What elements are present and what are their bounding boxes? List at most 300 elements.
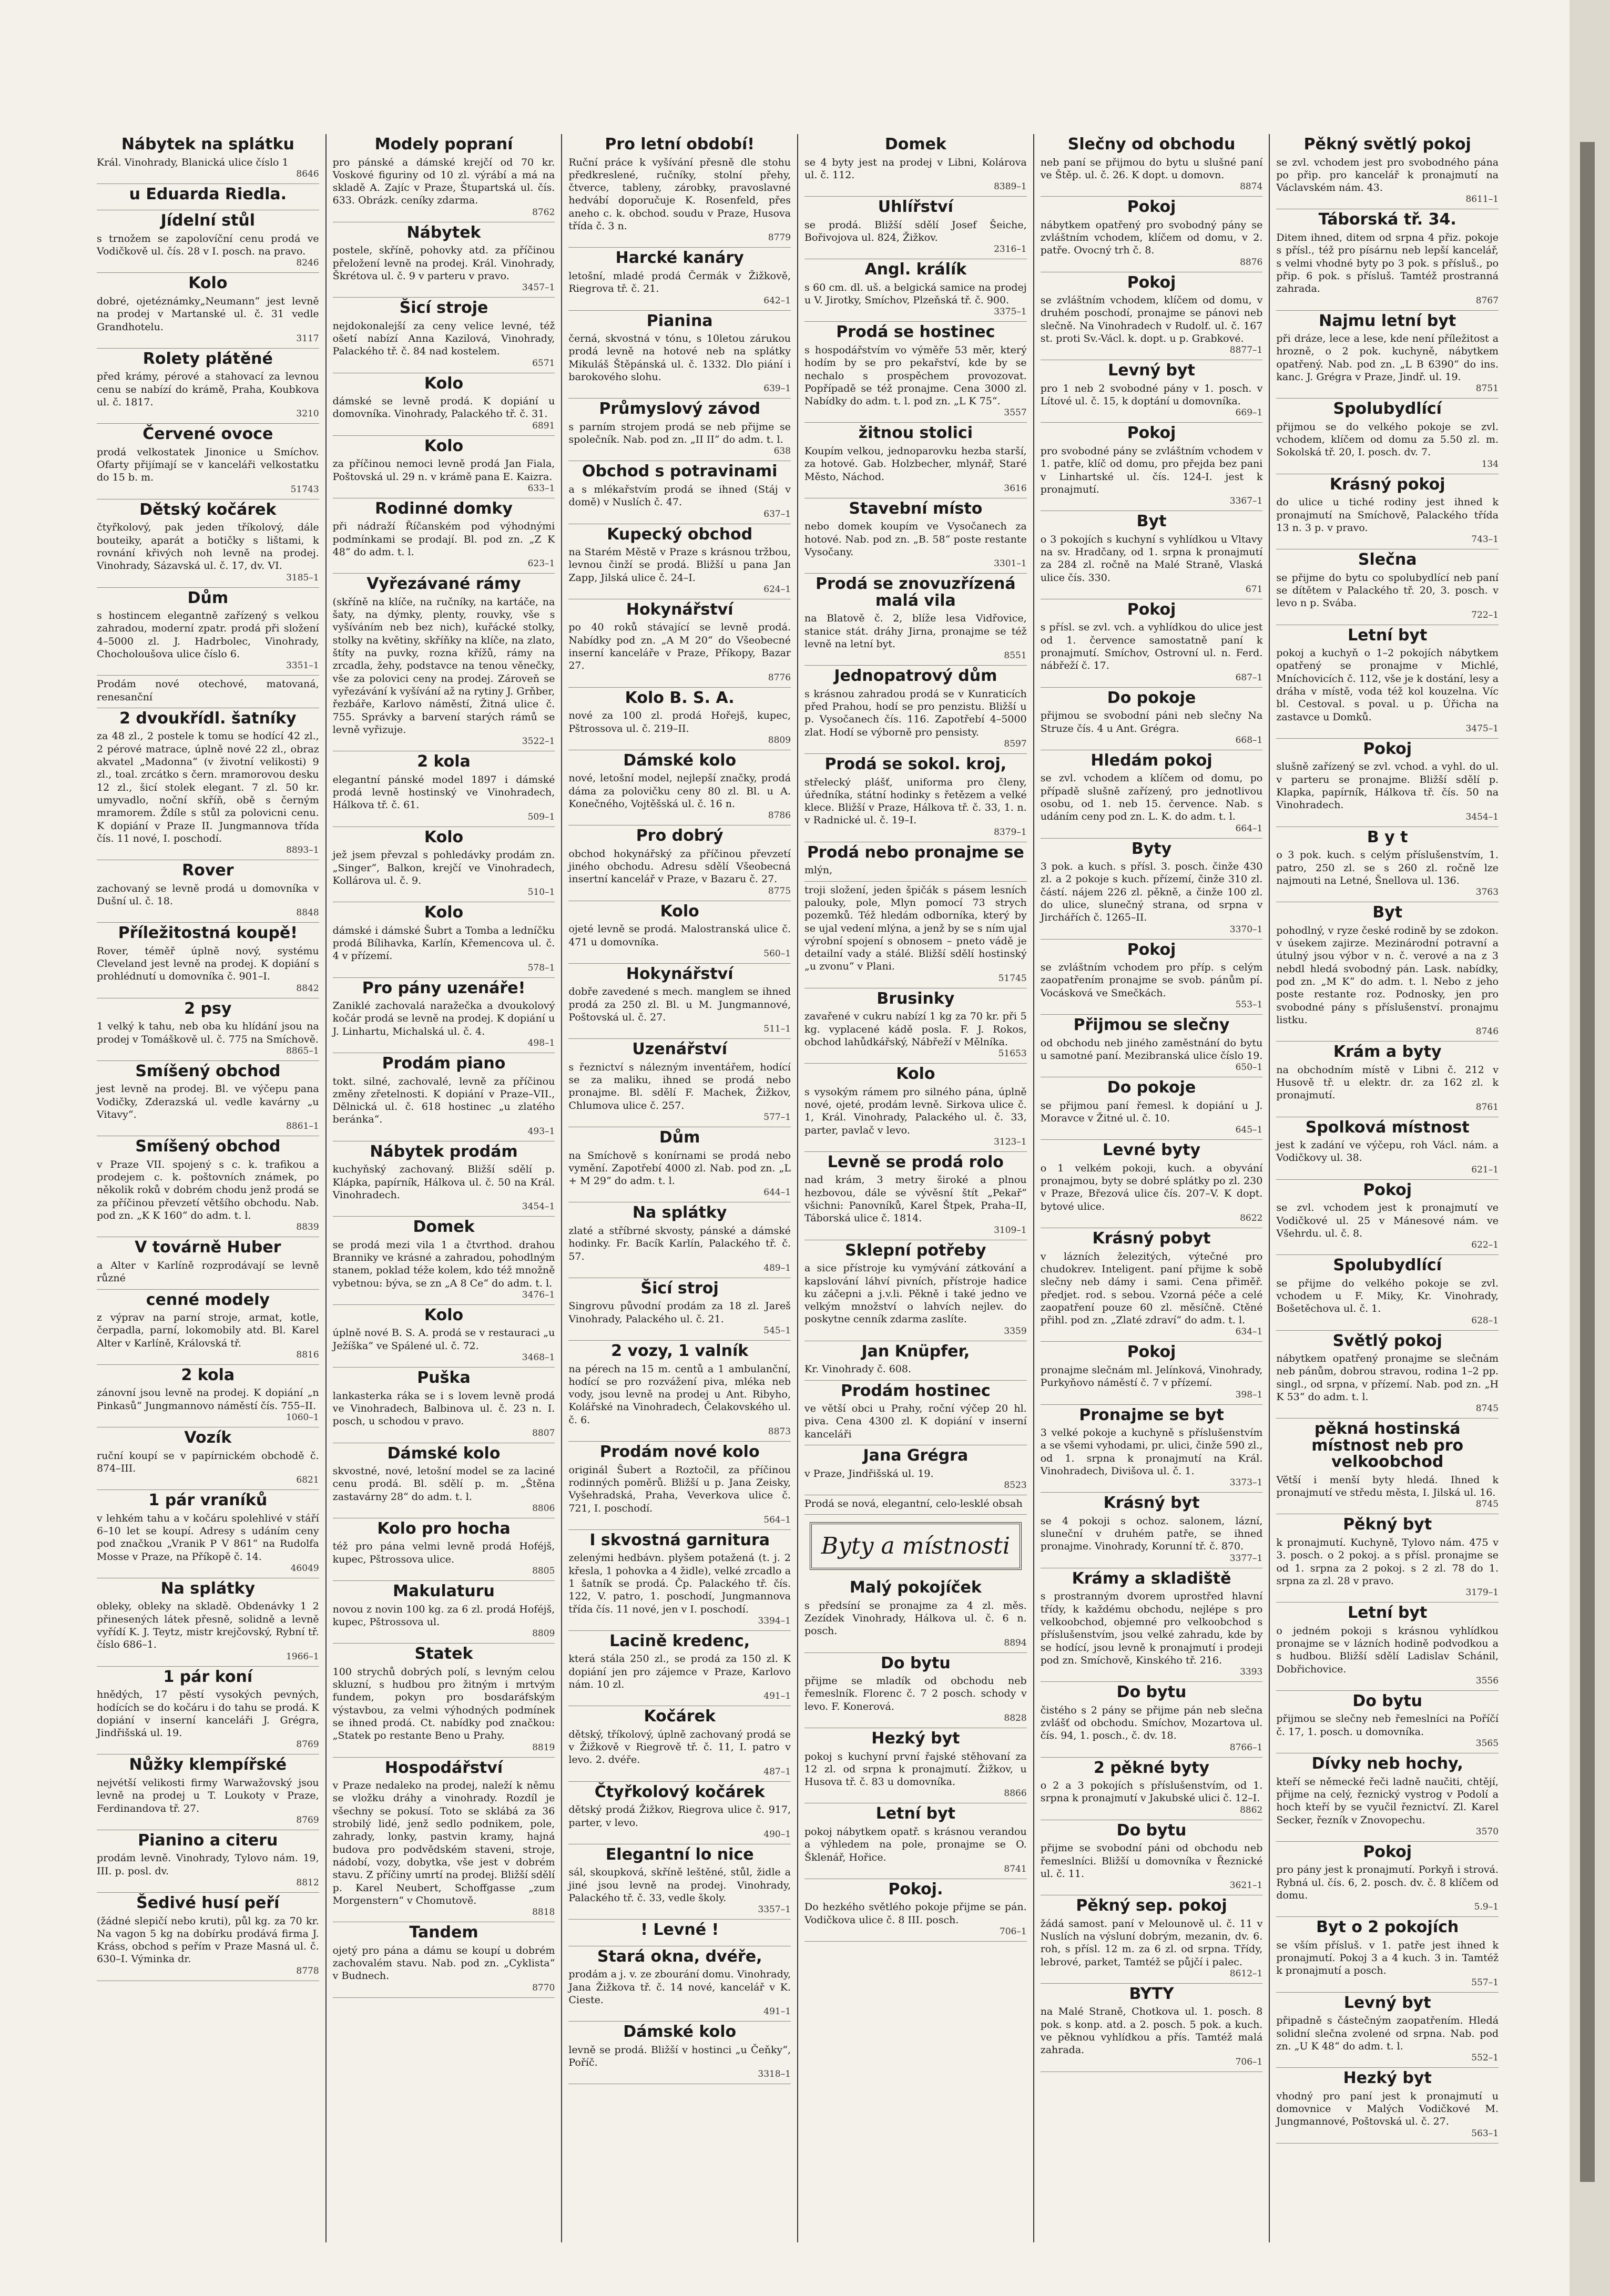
classified-ad [804, 574, 1027, 666]
ad-code: 491–1 [763, 1691, 791, 1702]
ad-code: 722–1 [1471, 609, 1499, 620]
classified-ad [804, 423, 1027, 498]
ad-heading: Šicí stroj [640, 1279, 719, 1298]
classified-ad [804, 988, 1027, 1064]
classified-ad [804, 1445, 1027, 1495]
ad-text: kteří se německé řeči ladně naučiti, chtějí, přijme na celý, řeznický vystrog v Podolí a hoch kteří by se vyučil řeznictví. Zl. Karel Secker, řezník v Znovopechu. [1276, 1775, 1499, 1826]
classified-ad [568, 1442, 791, 1530]
ad-heading: Na splátky [160, 1579, 256, 1598]
ad-code: 563–1 [1471, 2128, 1499, 2139]
ad-text: při nádraží Říčanském pod výhodnými podmínkami se prodají. Bl. pod zn. „Z K 48“ do adm. t. l. [332, 521, 555, 558]
ad-code: 3476–1 [522, 1289, 555, 1300]
ad-text: Ditem ihned, ditem od srpna 4 přiz. pokoje s přísl., též pro písárnu neb lepší kancelář, s velmi vhodné byty po 3 pok. s přísluš., po přip. 6 pok. s přísluš. Tamtéž prostranná zahrada. [1276, 231, 1499, 295]
ad-text: za příčinou nemoci levně prodá Jan Fiala, Poštovská ul. 29 n. v krámě pana E. Kaizra. [332, 458, 555, 483]
ad-heading: 2 pěkné byty [1093, 1758, 1210, 1777]
ad-heading: Dům [187, 588, 229, 607]
ad-code: 3457–1 [522, 282, 555, 293]
ad-text: se zvl. vchodem jest k pronajmutí ve Vodičkové ul. 25 v Mánesové nám. ve Všehrdu. ul. č. 8. [1276, 1202, 1499, 1239]
classified-ad [568, 1341, 791, 1442]
ad-code: 8767 [1475, 295, 1499, 306]
ad-text: která stála 250 zl., se prodá za 150 zl. K dopiání jen pro zájemce v Praze, Karlovo nám. 10 zl. [568, 1653, 791, 1690]
ad-text: jest k zadání ve výčepu, roh Václ. nám. a Vodičkovy ul. 38. [1276, 1139, 1499, 1164]
ad-heading: žitnou stolici [858, 424, 973, 443]
classified-ad [333, 373, 555, 436]
classified-ad [1041, 940, 1263, 1015]
classified-ad [1041, 839, 1263, 940]
ad-text: prodám levně. Vinohrady, Tylovo nám. 19, III. p. posl. dv. [97, 1852, 319, 1877]
classified-ad [804, 1577, 1027, 1652]
ad-heading: Spolubydlící [1333, 400, 1442, 419]
classified-ad [333, 1581, 555, 1644]
ad-heading: Obchod s potravinami [582, 462, 778, 481]
ad-heading: Hledám pokoj [1091, 751, 1212, 770]
ad-heading: Letní byt [875, 1804, 955, 1823]
classified-ad [804, 1803, 1027, 1879]
ad-heading: Vozík [184, 1428, 232, 1447]
classified-ad [333, 902, 555, 977]
ad-heading: Krám a byty [1333, 1043, 1442, 1062]
column-4 [798, 134, 1034, 2242]
ad-heading: 2 dvoukřídl. šatníky [119, 709, 297, 728]
ad-text: originál Šubert a Roztočil, za příčinou rodinných poměrů. Bližší u p. Jana Zeisky, Vyšehradská, Praha, Veverkova ulice č. 721, I. poschodí. [568, 1464, 791, 1514]
ad-text: na Malé Straně, Chotkova ul. 1. posch. 8 pok. s konp. atd. a 2. posch. 5 pok. a kuch. ve pěknou vyhlídkou a přís. Tamtéž malá zahrada. [1040, 2006, 1263, 2056]
ad-text: nové, letošní model, nejlepší značky, prodá dáma za polovičku ceny 80 zl. Bl. u A. Konečného, Vojtěšská ul. č. 16 n. [568, 772, 791, 810]
ad-code: 3318–1 [758, 2069, 791, 2080]
classified-ad [97, 1427, 319, 1490]
ad-text: s řeznictví s nálezným inventářem, hodící se za maliku, ihned se prodá nebo pronajme. Bl. sdělí F. Machek, Žižkov, Chlumova ulice č. 257. [568, 1061, 791, 1111]
ad-heading: Modely popraní [374, 135, 513, 154]
ad-heading: u Eduarda Riedla. [129, 185, 287, 203]
ad-code: 8745 [1475, 1499, 1499, 1510]
ad-text: Ruční práce k vyšívání přesně dle stohu předkreslené, ručníky, stolní přehy, čtverce, tableny, zárobky, pravoslavné hedvábí doporučuje K. Rosenfeld, přes aneho c. k. obchod. soudu v Praze, Husova třída č. 3 n. [568, 156, 791, 232]
column-1 [90, 134, 327, 2242]
ad-heading: Hokynářství [626, 964, 733, 983]
ad-text: vhodný pro paní jest k pronajmutí u domovnice v Malých Vodičkové M. Jungmannové, Poštovská ul. č. 27. [1276, 2090, 1499, 2128]
classified-ad [333, 1368, 555, 1443]
ad-heading: Jídelní stůl [160, 211, 256, 230]
classified-ad [568, 461, 791, 524]
ad-text: dobře zavedené s mech. manglem se ihned prodá za 250 zl. Bl. u M. Jungmannové, Poštovská ul. č. 27. [568, 986, 791, 1023]
ad-text: a Alter v Karlíně rozprodávají se levně různé [97, 1259, 319, 1284]
ad-heading: Do bytu [881, 1654, 951, 1672]
ad-text: s vysokým rámem pro silného pána, úplně nové, ojeté, prodám levně. Sirkova ulice č. 1, Král. Vinohrady, Palackého ul. č. 33, parter, pavlač v levo. [804, 1086, 1027, 1136]
ad-heading: Kolo [424, 374, 464, 393]
ad-heading: Rodinné domky [375, 499, 513, 518]
ad-text: slušně zařízený se zvl. vchod. a vyhl. do ul. v parteru se pronajme. Bližší sdělí p. Klapka, papírník, Hálkova tř. čís. 50 na Vinohradech. [1276, 761, 1499, 811]
ad-heading: Pokoj [1127, 198, 1176, 217]
ad-text: čtyřkolový, pak jeden tříkolový, dále bouteiky, aparát a botičky s lištami, k rovnání křivých noh levně na prodej. Vinohrady, Sázavská ul. č. 17, dv. VI. [97, 522, 319, 572]
classified-ad [568, 311, 791, 399]
ad-text: se prodá. Bližší sdělí Josef Šeiche, Bořivojova ul. 824, Žižkov. [804, 219, 1027, 243]
ad-text: se přijme do bytu co spolubydlící neb paní se dítětem v Palackého tř. 20, 3. posch. v levo n p. Svába. [1276, 572, 1499, 609]
ad-text: obleky, obleky na skladě. Obdenávky 1 2 přinesených látek přesně, solidně a levně vyřídí K. J. Teytz, mistr krejčovský, Rybní tř. číslo 686–1. [97, 1600, 319, 1651]
ad-text: jest levně na prodej. Bl. ve výčepu pana Vodičky, Zderazská ul. vedle kavárny „u Vitavy“. [97, 1083, 319, 1120]
ad-code: 8612–1 [1229, 1968, 1263, 1979]
classified-ad [804, 1064, 1027, 1152]
ad-heading: Spolubydlící [1333, 1256, 1442, 1275]
ad-heading: Pokoj [1127, 273, 1176, 292]
ad-text: ojeté levně se prodá. Malostranská ulice č. 471 u domovníka. [568, 923, 791, 948]
classified-ad [1041, 1568, 1263, 1682]
ad-code: 8611–1 [1465, 194, 1499, 205]
classified-ad [97, 1830, 319, 1893]
ad-code: 8818 [532, 1907, 555, 1918]
ad-text: sál, skoupková, skříně leštěné, stůl, židle a jiné jsou levně na prodej. Vinohrady, Palackého tř. č. 33, vedle školy. [568, 1866, 791, 1904]
ad-text: nad krám, 3 metry široké a plnou hezbovou, dále se vývěsní štít „Pekař“ všichni: Panovníků, Karel Štpek, Praha–II, Táborská ulice č. 1814. [804, 1174, 1027, 1224]
ad-heading: B y t [1367, 828, 1408, 846]
ad-code: 8551 [1004, 650, 1027, 661]
ad-heading: Byt [1136, 512, 1167, 531]
classified-ad [1276, 2068, 1499, 2143]
ad-code: 511–1 [763, 1024, 791, 1035]
ad-heading: Pokoj [1363, 1842, 1412, 1861]
ad-text: ve větší obci u Prahy, roční výčep 20 hl. piva. Cena 4300 zl. K dopiání v inserní kanceláři [804, 1403, 1027, 1440]
ad-code: 3557 [1004, 407, 1027, 419]
ad-text: po 40 roků stávající se levně prodá. Nabídky pod zn. „A M 20“ do Všeobecné inserní kanceláře v Praze, Příkopy, Bazar 27. [568, 621, 791, 672]
ad-code: 8819 [532, 1742, 555, 1753]
ad-heading: Do bytu [1116, 1821, 1187, 1840]
ad-heading: Pokoj [1127, 424, 1176, 443]
ad-heading: Pokoj [1363, 1180, 1412, 1199]
ad-text: a sice přístroje ku vymývání zátkování a kapslování láhví pivních, přístroje hadice ku záčepni a j.v.li. Pěkně i také jedno ve velkým množství o lahvích nejlev. do poskytne cenník zdarma zaslíte. [804, 1262, 1027, 1325]
ad-heading: Byty [1131, 839, 1172, 858]
ad-text: nábytkem opatřený pronajme se slečnám neb pánům, dobrou stravou, rodina 1–2 pp. singl., od srpna, v přízemí. Nab. pod zn. „H K 53“ do adm. t. l. [1276, 1353, 1499, 1403]
classified-ad [1041, 134, 1263, 197]
ad-text: dámské se levně prodá. K dopiání u domovníka. Vinohrady, Palackého tř. č. 31. [332, 395, 555, 420]
ad-code: 8389–1 [994, 181, 1027, 192]
classified-ad [97, 1290, 319, 1365]
classified-ad [1041, 688, 1263, 750]
classified-ad [97, 1136, 319, 1237]
ad-heading: Pokoj [1363, 739, 1412, 758]
ad-text: neb paní se přijmou do bytu u slušné paní ve Štěp. ul. č. 26. K dopt. u domovn. [1040, 156, 1263, 181]
ad-code: 8865–1 [286, 1045, 319, 1056]
ad-code: 3210 [296, 409, 319, 420]
classified-ad [333, 134, 555, 222]
ad-heading: Krásný pokoj [1329, 475, 1445, 494]
ad-heading: Červené ovoce [142, 425, 273, 444]
ad-text: o jedném pokoji s krásnou vyhlídkou pronajme se v lázních hodině podvodkou a s hudbou. Bližší sdělí Ladislav Schánil, Dobřichovice. [1276, 1625, 1499, 1675]
classified-ad [333, 1443, 555, 1518]
classified-ad [97, 1490, 319, 1578]
ad-text: nejvétší velikosti firmy Warwažovský jsou levně na prodej u T. Loukoty v Praze, Ferdinandova tř. 27. [97, 1777, 319, 1814]
ad-heading: Kupecký obchod [607, 525, 753, 544]
column-3 [562, 134, 798, 2242]
ad-heading: Letní byt [1348, 626, 1428, 645]
ad-heading: Dětský kočárek [139, 500, 277, 519]
ad-code: 6891 [532, 420, 555, 431]
ad-code: 3394–1 [758, 1615, 791, 1626]
classified-ad [568, 1530, 791, 1631]
ad-code: 1060–1 [286, 1412, 319, 1423]
classified-ad [1276, 1603, 1499, 1691]
ad-text: Koupím velkou, jednoparovku hezba starší, za hotové. Gab. Holzbecher, mlynář, Staré Město, Náchod. [804, 445, 1027, 483]
ad-code: 3123–1 [994, 1136, 1027, 1147]
ad-heading: Smíšený obchod [135, 1062, 281, 1080]
ad-code: 706–1 [1235, 2056, 1263, 2067]
ad-heading: Příležitostná koupě! [118, 924, 298, 943]
classified-ad [568, 901, 791, 964]
newspaper-page [90, 134, 1505, 2242]
ad-text: připadně s částečným zaopatřením. Hledá solidní slečna zvolené od srpna. Nab. pod zn. „U K 48“ do adm. t. l. [1276, 2015, 1499, 2052]
ad-text: se zvláštním vchodem, klíčem od domu, v druhém poschodí, pronajme se pánovi neb slečně. Na Vinohradech v Rudolf. ul. č. 167 st. proti Sv.-Václ. k. dopt. u p. Grabkové. [1040, 294, 1263, 344]
ad-heading: Jednopatrový dům [834, 667, 997, 686]
ad-heading: Spolková místnost [1305, 1118, 1470, 1137]
ad-text: s hospodářstvím vo výměře 53 měr, který hodím by se pro pekařství, kde by se nechalo s prospěchem provozovat. Popřípadě se též pronajme. Cena 3000 zl. Nabídky do adm. t. l. pod zn. „L K 75“. [804, 344, 1027, 407]
ad-code: 671 [1245, 584, 1263, 595]
ad-heading: Nůžky klempířské [129, 1756, 287, 1774]
ad-text: Kr. Vinohrady č. 608. [804, 1363, 912, 1375]
classified-ad [1041, 1984, 1263, 2072]
ad-text: pro 1 neb 2 svobodné pány v 1. posch. v Lítové ul. č. 15, k doptání u domovníka. [1040, 382, 1263, 407]
classified-ad [333, 222, 555, 298]
classified-ad [1276, 1042, 1499, 1117]
classified-ad [1276, 1691, 1499, 1753]
ad-heading: Lacině kredenc, [609, 1631, 750, 1650]
ad-heading: Nábytek na splátku [121, 135, 294, 154]
ad-heading: Smíšený obchod [135, 1137, 281, 1156]
ad-code: 8828 [1004, 1713, 1027, 1723]
ad-heading: Makulaturu [393, 1582, 495, 1601]
classified-ad [1041, 599, 1263, 688]
classified-ad [333, 1217, 555, 1305]
classified-ad [1276, 1514, 1499, 1603]
ad-heading: V továrně Huber [135, 1238, 281, 1257]
ad-heading: Kolo [188, 274, 228, 293]
ad-text: též pro pána velmi levně prodá Hoféjš, kupec, Pštrossova ulice. [332, 1540, 555, 1565]
classified-ad [804, 1728, 1027, 1803]
classified-ad [568, 1920, 791, 1946]
classified-ad [1276, 549, 1499, 625]
ad-text: nové za 100 zl. prodá Hořejš, kupec, Pštrossova ul. č. 219–II. [568, 710, 791, 734]
ad-heading: Pokoj [1127, 940, 1176, 959]
classified-ad [97, 184, 319, 211]
ad-code: 491–1 [763, 2006, 791, 2017]
classified-ad [97, 349, 319, 424]
ad-heading: Rover [182, 861, 234, 880]
classified-ad [1276, 1917, 1499, 1992]
classified-ad [333, 498, 555, 574]
ad-code: 8622 [1240, 1213, 1263, 1224]
ad-code: 8809 [532, 1628, 555, 1639]
column-2 [327, 134, 563, 2242]
ad-code: 3351–1 [286, 660, 319, 671]
classified-ad [97, 1754, 319, 1830]
ad-text: ojetý pro pána a dámu se koupí u dobrém zachovalém stavu. Nab. pod zn. „Cyklista“ v Budnech. [332, 1944, 555, 1982]
ad-text: se zvl. vchodem a klíčem od domu, po případě slušně zařízený, pro jednotlivou osobu, od 1. neb 15. července. Nab. s udáním ceny pod zn. L. K. do adm. t. l. [1040, 772, 1263, 823]
ad-text: přijme se svobodní páni od obchodu neb řemeslníci. Bližší u domovníka v Řeznické ul. č. 11. [1040, 1842, 1263, 1880]
ad-heading: Dámské kolo [623, 751, 737, 770]
classified-ad [804, 322, 1027, 423]
ad-heading: 2 kola [181, 1365, 235, 1384]
classified-ad [568, 964, 791, 1039]
ad-heading: Harcké kanáry [615, 249, 744, 268]
ad-code: 8751 [1475, 383, 1499, 394]
ad-code: 3357–1 [758, 1904, 791, 1915]
classified-ad [804, 1152, 1027, 1240]
ad-text: s parním strojem prodá se neb přijme se společník. Nab. pod zn. „II II“ do adm. t. l. [568, 421, 791, 446]
ad-text: čistého s 2 pány se přijme pán neb slečna zvlášť od obchodu. Smíchov, Mozartova ul. čís. 94, 1. posch., č. dv. 18. [1040, 1704, 1263, 1742]
ad-heading: cenné modely [146, 1290, 270, 1309]
ad-text: z výprav na parní stroje, armat, kotle, čerpadla, parní, lokomobily atd. Bl. Karel Alter v Karlíně, Královská tř. [97, 1312, 319, 1349]
ad-heading: Pokoj. [888, 1880, 943, 1899]
ad-heading: Slečna [1358, 550, 1417, 569]
classified-ad [804, 842, 1027, 882]
ad-text: v Praze nedaleko na prodej, naleží k němu se vložku dráhy a vinohrady. Rozdíl je všechny se pokusí. Toto se sklábá za 36 strobilý lidé, jenž sedlo podnikem, pole, zahrady, lonky, pastvin kramy, hajná budova pro podvědském staveni, stroje, nádobí, vozy, dobytka, vše jest v dobrém stavu. Z příčiny umrtí na prodej. Bližší sdělí p. Karel Neubert, Schoffgasse „zum Morgenstern“ v Chomutově. [332, 1780, 555, 1906]
ad-code: 621–1 [1471, 1164, 1499, 1175]
ad-text: přijmou se slečny neb řemeslníci na Poříčí č. 17, 1. posch. u domovníka. [1276, 1713, 1499, 1738]
ad-heading: Kolo [896, 1065, 935, 1084]
classified-ad [97, 1365, 319, 1427]
classified-ad [1276, 1419, 1499, 1514]
ad-text: pokoj a kuchyň o 1–2 pokojích nábytkem opatřený se pronajme v Michlé, Mníchovicích č. 112, vše je k dostání, lesy a dráha v místě, voda též kol kouzelna. Víc bl. Cestoval. s poval. u p. Úřicha na zastavce u Domků. [1276, 647, 1499, 723]
ad-text: dětský, tříkolový, úplně zachovaný prodá se v Žižkově v Riegrově tř. č. 11, I. patro v levo. 2. dvéře. [568, 1728, 791, 1766]
ad-code: 545–1 [763, 1325, 791, 1336]
classified-ad [1276, 474, 1499, 549]
ad-heading: Kolo [424, 1305, 464, 1324]
classified-ad [1276, 1331, 1499, 1419]
classified-ad [333, 827, 555, 902]
ad-text: dámské i dámské Šubrt a Tomba a ledníčku prodá Bílihavka, Karlín, Křemencova ul. č. 4 v přízemí. [332, 924, 555, 962]
ad-heading: Tandem [409, 1923, 478, 1942]
ad-code: 553–1 [1235, 999, 1263, 1011]
ad-text: se přijmou paní řemesl. k dopiání u J. Moravce v Žitné ul. č. 10. [1040, 1099, 1263, 1124]
ad-code: 3377–1 [1229, 1553, 1263, 1564]
ad-heading: Hokynářství [626, 600, 733, 619]
ad-heading: Krásný pobyt [1092, 1229, 1211, 1248]
ad-heading: Pokoj [1127, 600, 1176, 619]
classified-ad [97, 860, 319, 923]
ad-heading: Pěkný sep. pokoj [1076, 1896, 1227, 1915]
ad-code: 8786 [768, 810, 791, 821]
ad-text: od obchodu neb jiného zaměstnání do bytu u samotné paní. Mezibranská ulice číslo 19. [1040, 1037, 1263, 1062]
classified-ad [804, 1495, 1027, 1515]
ad-code: 1966–1 [286, 1651, 319, 1662]
classified-ad [804, 134, 1027, 197]
ad-heading: Kolo [424, 436, 464, 455]
ad-code: 3185–1 [286, 572, 319, 583]
binding-margin-mark [1580, 142, 1595, 2182]
ad-text: Zaniklé zachovalá naražečka a dvoukolový kočár prodá se levně na prodej. K dopiání u J. Linhartu, Michalská ul. č. 4. [332, 1000, 555, 1037]
ad-code: 628–1 [1471, 1315, 1499, 1326]
ad-heading: Pianino a citeru [138, 1831, 278, 1850]
ad-text: hnědých, 17 pěstí vysokých pevných, hodících se do kočáru i do tahu se prodá. K dopiání v inserní kanceláři J. Grégra, Jindřišská ul. 19. [97, 1689, 319, 1739]
ad-code: 8746 [1475, 1026, 1499, 1037]
classified-ad [97, 134, 319, 184]
ad-heading: Světlý pokoj [1332, 1331, 1442, 1350]
ad-text: pro svobodné pány se zvláštním vchodem v 1. patře, klíč od domu, pro přejda bez pani v Linhartské ul. čís. 124-I. jest k pronajmutí. [1040, 445, 1263, 495]
ad-heading: Přijmou se slečny [1073, 1016, 1230, 1035]
classified-ad [333, 1758, 555, 1923]
ad-code: 8807 [532, 1427, 555, 1438]
ad-code: 3616 [1004, 483, 1027, 494]
ad-code: 8769 [296, 1739, 319, 1750]
ad-code: 3301–1 [994, 558, 1027, 569]
ad-code: 8646 [296, 168, 319, 179]
classified-ad [333, 436, 555, 498]
classified-ad [1041, 1493, 1263, 1568]
ad-heading: Hezký byt [1343, 2069, 1432, 2088]
classified-ad [804, 1879, 1027, 1942]
ad-code: 622–1 [1471, 1240, 1499, 1251]
ad-text: při dráze, lece a lese, kde není příležitost a hrozně, o 2 pok. kuchyně, nábytkem opatřený. Nab. pod zn. „L B 6390“ do ins. kanc. J. Grégra v Praze, Jindř. ul. 19. [1276, 333, 1499, 383]
ad-text: nábytkem opatřený pro svobodný pány se zvláštním vchodem, klíčem od domu, v 2. patře. Ovocný trh č. 8. [1040, 219, 1263, 257]
ad-text: na Starém Městě v Praze s krásnou tržbou, levnou činží se prodá. Bližší u pana Jan Zapp, Jilská ulice č. 24–I. [568, 546, 791, 584]
ad-code: 8597 [1004, 739, 1027, 749]
ad-text: o 1 velkém pokoji, kuch. a obyvání pronajmou, byty se dobré splátky po zl. 230 v Praze, Březová ulice čís. 207–V. K dopt. bytové ulice. [1040, 1162, 1263, 1212]
classified-ad [568, 1782, 791, 1844]
ad-code: 3367–1 [1229, 496, 1263, 507]
ad-text: s krásnou zahradou prodá se v Kunraticích před Prahou, hodí se pro penzistu. Bližší u p. Vysočanech čís. 116. Zapotřebí 4–5000 zlat. Hodí se výborně pro pensisty. [804, 688, 1027, 738]
ad-code: 645–1 [1235, 1125, 1263, 1136]
ad-code: 552–1 [1471, 2053, 1499, 2064]
ad-heading: Čtyřkolový kočárek [594, 1782, 765, 1801]
ad-code: 664–1 [1235, 823, 1263, 834]
classified-ad [804, 1240, 1027, 1341]
ad-text: levně se prodá. Bližší v hostinci „u Čeňky“, Poříč. [568, 2044, 791, 2069]
ad-code: 8766–1 [1229, 1742, 1263, 1753]
ad-heading: Brusinky [877, 989, 955, 1008]
ad-code: 8745 [1475, 1403, 1499, 1414]
ad-heading: Dívky neb hochy, [1311, 1754, 1463, 1773]
ad-code: 8809 [768, 734, 791, 746]
ad-heading: Prodá se hostinec [836, 323, 995, 342]
section-banner: Byty a místnosti [810, 1522, 1022, 1570]
classified-ad [568, 1631, 791, 1706]
classified-ad [97, 424, 319, 499]
ad-heading: Kolo [424, 828, 464, 846]
ad-heading: pěkná hostinská místnost neb pro velkoobchod [1311, 1420, 1464, 1472]
classified-ad [568, 1844, 791, 1920]
classified-ad [1041, 1820, 1263, 1895]
ad-heading: Kolo [660, 902, 699, 921]
ad-text: o 3 pokojích s kuchyní s vyhlídkou u Vltavy na sv. Hradčany, od 1. srpna k pronajmutí za 284 zl. ročně na Malé Straně, Vlaská ulice čís. 330. [1040, 533, 1263, 584]
classified-ad [568, 248, 791, 310]
ad-code: 8776 [768, 672, 791, 683]
ad-heading: Puška [417, 1369, 471, 1387]
ad-text: se 4 byty jest na prodej v Libni, Kolárova ul. č. 112. [804, 156, 1027, 181]
ad-text: na Blatově č. 2, blíže lesa Vidřovice, stanice stát. dráhy Jirna, pronajme se též levně na letní byt. [804, 613, 1027, 650]
classified-ad [333, 1141, 555, 1217]
classified-ad [1276, 1255, 1499, 1330]
ad-code: 3393 [1240, 1667, 1263, 1678]
ad-text: dětský prodá Žižkov, Riegrova ulice č. 917, parter, v levo. [568, 1804, 791, 1829]
ad-code: 8379–1 [994, 826, 1027, 838]
ad-code: 8805 [532, 1566, 555, 1577]
classified-ad [97, 1237, 319, 1289]
classified-ad [1041, 423, 1263, 511]
ad-heading: 1 pár vraníků [148, 1491, 268, 1510]
ad-heading: Dámské kolo [623, 2023, 737, 2042]
classified-ad [1276, 209, 1499, 310]
ad-text: žádá samost. paní v Melounově ul. č. 11 v Nuslích na výsluní dobrým, mezanin, dv. 6. roh, s přísl. 12 m. za 6 zl. od srpna. Třídy, lebrové, parket, Tamtéž se půjčí i palec. [1040, 1917, 1263, 1968]
ad-heading: Šedivé husí peří [136, 1894, 280, 1912]
ad-code: 3621–1 [1229, 1880, 1263, 1891]
classified-ad [1041, 1758, 1263, 1820]
ad-code: 490–1 [763, 1829, 791, 1840]
ad-heading: Dům [659, 1128, 700, 1147]
classified-ad [97, 1061, 319, 1136]
ad-code: 8862 [1240, 1804, 1263, 1815]
ad-text: pro pánské a dámské krejčí od 70 kr. Voskové figuriny od 10 zl. výrábí a má na skladě A. Zajíc v Praze, Štupartská ul. čís. 633. Obrázk. ceníky zdarma. [332, 156, 555, 207]
ad-text: střelecký plášť, uniforma pro členy, úředníka, státní hodinky s řetězem a velké klece. Bližší v Praze, Hálkova tř. č. 33, 1. n. v Radnické ul. č. 19–I. [804, 776, 1027, 826]
ad-code: 3565 [1475, 1738, 1499, 1749]
classified-ad [97, 588, 319, 676]
classified-ad [804, 666, 1027, 754]
classified-ad [1276, 1842, 1499, 1917]
ad-heading: 2 psy [184, 999, 232, 1018]
classified-ad [804, 1341, 1027, 1381]
